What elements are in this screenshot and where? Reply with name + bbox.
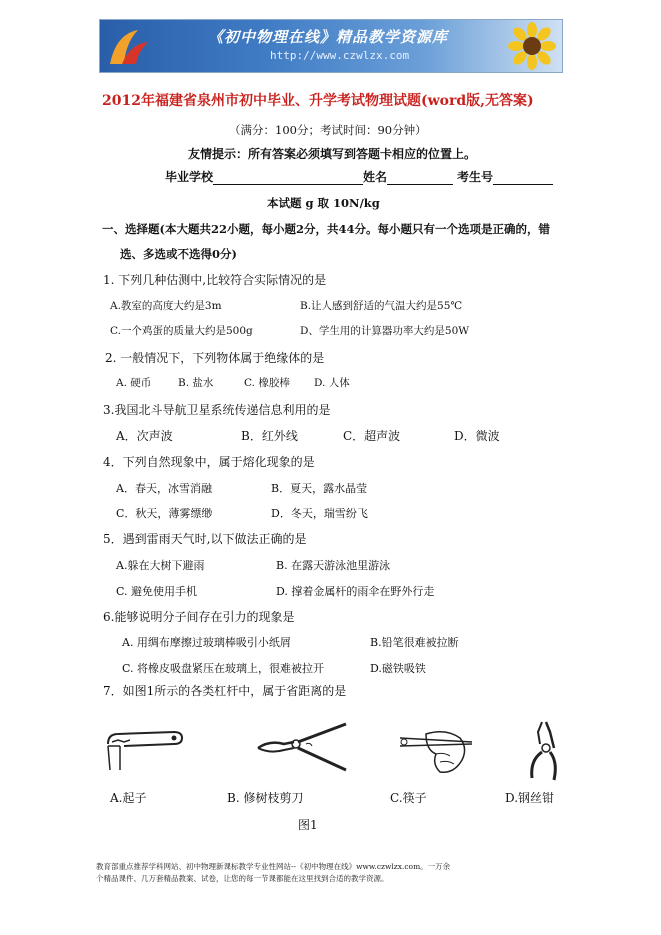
g-note: 本试题 g 取 10N/kg bbox=[267, 196, 380, 210]
banner-url[interactable]: http://www.czwlzx.com bbox=[270, 49, 410, 62]
site-logo-icon bbox=[104, 24, 154, 68]
footer-line-1: 教育部重点推荐学科网站、初中物理新课标教学专业性网站--《初中物理在线》www.czwlzx.com。一万余 bbox=[96, 862, 451, 871]
pruning-shears-icon bbox=[254, 718, 350, 776]
option[interactable]: A. 用绸布摩擦过玻璃棒吸引小纸屑 bbox=[122, 636, 291, 649]
option[interactable]: D、学生用的计算器功率大约是50W bbox=[300, 325, 470, 337]
question-stem: 2. 一般情况下，下列物体属于绝缘体的是 bbox=[105, 351, 325, 365]
question-stem: 1. 下列几种估测中,比较符合实际情况的是 bbox=[103, 273, 327, 287]
option[interactable]: C. 橡胶棒 bbox=[244, 377, 290, 389]
option[interactable]: B．红外线 bbox=[241, 429, 298, 443]
option[interactable]: C．超声波 bbox=[343, 429, 401, 443]
school-field[interactable] bbox=[213, 170, 363, 185]
name-label: 姓名 bbox=[363, 170, 388, 184]
id-label: 考生号 bbox=[457, 170, 494, 184]
option[interactable]: D．微波 bbox=[454, 429, 500, 443]
header-banner bbox=[99, 19, 563, 73]
banner-title: 《初中物理在线》精品教学资源库 bbox=[208, 28, 449, 46]
option[interactable]: D. 撑着金属杆的雨伞在野外行走 bbox=[276, 585, 435, 598]
option[interactable]: D. 人体 bbox=[314, 377, 350, 389]
id-field[interactable] bbox=[493, 170, 553, 185]
option[interactable]: C. 将橡皮吸盘紧压在玻璃上，很难被拉开 bbox=[122, 662, 325, 675]
school-label: 毕业学校 bbox=[165, 170, 214, 184]
figure-label-a[interactable]: A.起子 bbox=[110, 791, 147, 805]
section-heading-cont: 选、多选或不选得0分) bbox=[120, 247, 237, 261]
option[interactable]: A．次声波 bbox=[116, 429, 173, 443]
chopsticks-icon bbox=[396, 720, 476, 780]
option[interactable]: C. 避免使用手机 bbox=[116, 585, 198, 598]
option[interactable]: A．春天，冰雪消融 bbox=[116, 482, 212, 495]
option[interactable]: B. 盐水 bbox=[178, 377, 214, 389]
bottle-opener-icon bbox=[104, 722, 184, 774]
figure-label-b[interactable]: B. 修树枝剪刀 bbox=[227, 791, 304, 805]
option[interactable]: B．夏天，露水晶莹 bbox=[271, 482, 368, 495]
question-stem: 4．下列自然现象中，属于熔化现象的是 bbox=[103, 455, 315, 469]
figure-caption: 图1 bbox=[298, 818, 318, 832]
option[interactable]: C．秋天，薄雾缥缈 bbox=[116, 507, 213, 520]
option[interactable]: D．冬天，瑞雪纷飞 bbox=[271, 507, 368, 520]
option[interactable]: A. 硬币 bbox=[116, 377, 152, 389]
section-heading: 一、选择题(本大题共22小题，每小题2分，共44分。每小题只有一个选项是正确的，错 bbox=[102, 222, 550, 236]
exam-meta: （满分：100分；考试时间：90分钟） bbox=[229, 123, 427, 137]
option[interactable]: B.铅笔很难被拉断 bbox=[370, 636, 459, 649]
option[interactable]: A.教室的高度大约是3m bbox=[110, 300, 222, 312]
question-stem: 5．遇到雷雨天气时,以下做法正确的是 bbox=[103, 532, 307, 546]
option[interactable]: A.躲在大树下避雨 bbox=[116, 559, 205, 572]
figure-label-c[interactable]: C.筷子 bbox=[390, 791, 427, 805]
sunflower-icon bbox=[508, 22, 556, 70]
option[interactable]: D.磁铁吸铁 bbox=[370, 662, 426, 675]
option[interactable]: B. 在露天游泳池里游泳 bbox=[276, 559, 391, 572]
student-info-row bbox=[165, 168, 553, 185]
friendly-tip: 友情提示：所有答案必须填写到答题卡相应的位置上。 bbox=[188, 147, 477, 161]
question-stem: 7．如图1所示的各类杠杆中，属于省距离的是 bbox=[103, 684, 347, 698]
option[interactable]: B.让人感到舒适的气温大约是55℃ bbox=[300, 300, 463, 312]
wire-pliers-icon bbox=[524, 718, 562, 784]
question-stem: 6.能够说明分子间存在引力的现象是 bbox=[103, 610, 295, 624]
footer-line-2: 个精品课件、几万套精品教案、试卷，让您的每一节课都能在这里找到合适的教学资源。 bbox=[96, 874, 389, 883]
page-title: 2012年福建省泉州市初中毕业、升学考试物理试题(word版,无答案) bbox=[102, 93, 534, 109]
question-stem: 3.我国北斗导航卫星系统传递信息利用的是 bbox=[103, 403, 331, 417]
name-field[interactable] bbox=[387, 170, 453, 185]
option[interactable]: C.一个鸡蛋的质量大约是500g bbox=[110, 325, 253, 337]
figure-label-d[interactable]: D.钢丝钳 bbox=[505, 791, 555, 805]
